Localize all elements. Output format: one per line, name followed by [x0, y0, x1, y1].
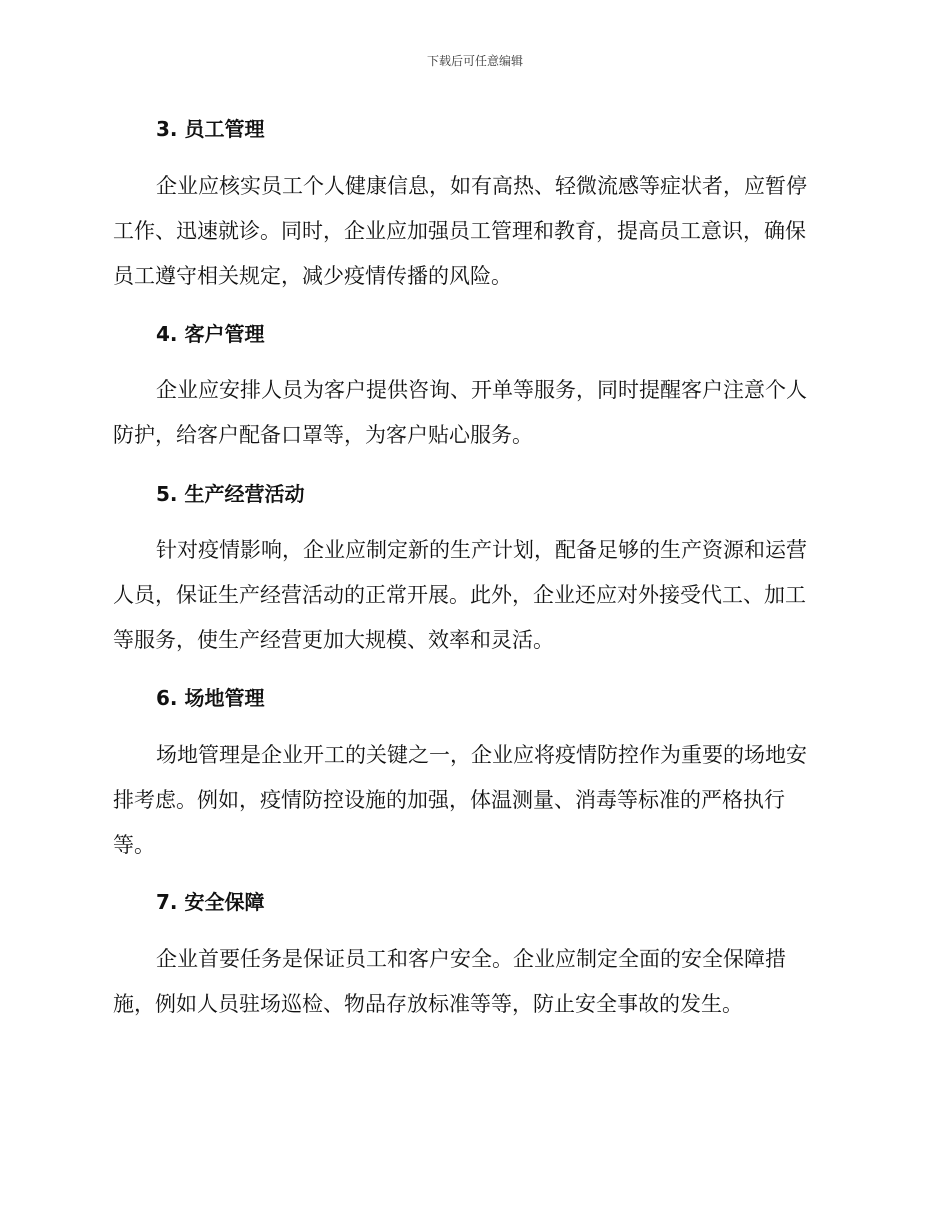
paragraph-line: 企业应核实员工个人健康信息，如有高热、轻微流感等症状者，应暂停 — [156, 174, 807, 198]
page-header: 下载后可任意编辑 — [426, 54, 523, 68]
section-paragraph-7 — [113, 937, 833, 1027]
section-heading-6: 6. 场地管理 — [156, 686, 265, 710]
section-paragraph-3 — [113, 164, 833, 299]
section-heading-5: 5. 生产经营活动 — [156, 482, 305, 506]
section-paragraph-6 — [113, 733, 833, 868]
paragraph-line: 员工遵守相关规定，减少疫情传播的风险。 — [113, 264, 512, 288]
section-heading-3: 3. 员工管理 — [156, 117, 265, 141]
paragraph-line: 企业首要任务是保证员工和客户安全。企业应制定全面的安全保障措 — [156, 947, 786, 971]
section-heading-4: 4. 客户管理 — [156, 322, 265, 346]
section-paragraph-4 — [113, 368, 833, 458]
paragraph-line: 工作、迅速就诊。同时，企业应加强员工管理和教育，提高员工意识，确保 — [113, 219, 806, 243]
paragraph-line: 人员，保证生产经营活动的正常开展。此外，企业还应对外接受代工、加工 — [113, 583, 806, 607]
section-heading-7: 7. 安全保障 — [156, 890, 265, 914]
paragraph-line: 针对疫情影响，企业应制定新的生产计划，配备足够的生产资源和运营 — [156, 538, 807, 562]
paragraph-line: 等服务，使生产经营更加大规模、效率和灵活。 — [113, 628, 554, 652]
paragraph-line: 防护，给客户配备口罩等，为客户贴心服务。 — [113, 423, 533, 447]
paragraph-line: 排考虑。例如，疫情防控设施的加强，体温测量、消毒等标准的严格执行 — [113, 788, 785, 812]
paragraph-line: 等。 — [113, 833, 155, 857]
paragraph-line: 企业应安排人员为客户提供咨询、开单等服务，同时提醒客户注意个人 — [156, 378, 807, 402]
paragraph-line: 场地管理是企业开工的关键之一，企业应将疫情防控作为重要的场地安 — [156, 743, 807, 767]
paragraph-line: 施，例如人员驻场巡检、物品存放标准等等，防止安全事故的发生。 — [113, 992, 743, 1016]
section-paragraph-5 — [113, 528, 833, 663]
